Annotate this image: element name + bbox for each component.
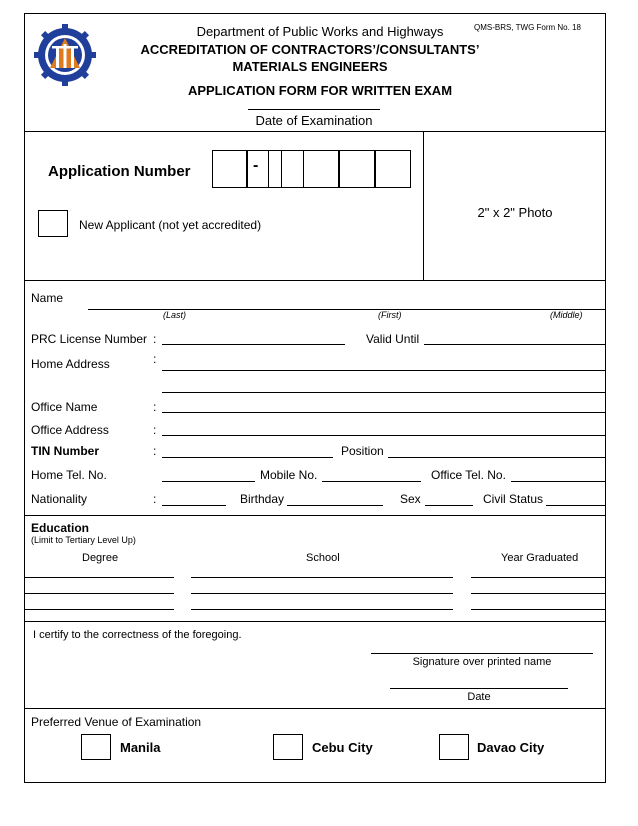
- education-hint: (Limit to Tertiary Level Up): [31, 535, 136, 545]
- home-tel-label: Home Tel. No.: [31, 468, 107, 482]
- school-field-1[interactable]: [191, 577, 453, 578]
- prc-license-field[interactable]: [162, 344, 345, 345]
- tin-number-label: TIN Number: [31, 444, 100, 458]
- app-number-box-1[interactable]: [212, 150, 248, 188]
- mobile-label: Mobile No.: [260, 468, 318, 482]
- col-school: School: [306, 552, 340, 564]
- school-field-3[interactable]: [191, 609, 453, 610]
- signature-date-label: Date: [467, 691, 491, 703]
- new-applicant-checkbox[interactable]: [38, 210, 68, 237]
- position-field[interactable]: [388, 457, 606, 458]
- venue-davao-checkbox[interactable]: [439, 734, 469, 760]
- signature-label: Signature over printed name: [412, 656, 552, 668]
- tin-number-field[interactable]: [162, 457, 333, 458]
- divider: [24, 515, 606, 516]
- exam-date-line[interactable]: [248, 109, 380, 110]
- civil-status-label: Civil Status: [483, 492, 544, 506]
- civil-status-field[interactable]: [546, 505, 606, 506]
- venue-label: Preferred Venue of Examination: [31, 715, 202, 729]
- office-tel-label: Office Tel. No.: [431, 468, 506, 482]
- office-address-label: Office Address: [31, 423, 109, 437]
- home-address-field-line1[interactable]: [162, 370, 606, 371]
- form-title-line2: MATERIALS ENGINEERS: [232, 59, 388, 74]
- prc-license-label: PRC License Number: [31, 332, 148, 346]
- home-address-field-line2[interactable]: [162, 392, 606, 393]
- divider: [24, 280, 606, 281]
- name-label: Name: [31, 291, 64, 305]
- colon: :: [153, 332, 157, 346]
- degree-field-1[interactable]: [24, 577, 174, 578]
- first-name-hint: (First): [378, 310, 402, 320]
- department-name: Department of Public Works and Highways: [196, 24, 444, 39]
- degree-field-3[interactable]: [24, 609, 174, 610]
- colon: :: [153, 400, 157, 414]
- last-name-hint: (Last): [163, 310, 187, 320]
- home-address-label: Home Address: [31, 357, 110, 371]
- new-applicant-label: New Applicant (not yet accredited): [79, 218, 262, 232]
- school-field-2[interactable]: [191, 593, 453, 594]
- signature-field[interactable]: [371, 653, 593, 654]
- colon: :: [153, 444, 157, 458]
- degree-field-2[interactable]: [24, 593, 174, 594]
- divider: [24, 708, 606, 709]
- col-degree: Degree: [82, 552, 119, 564]
- year-field-2[interactable]: [471, 593, 606, 594]
- app-number-dash: -: [253, 157, 259, 174]
- valid-until-field[interactable]: [424, 344, 606, 345]
- year-field-3[interactable]: [471, 609, 606, 610]
- nationality-label: Nationality: [31, 492, 88, 506]
- venue-manila-checkbox[interactable]: [81, 734, 111, 760]
- home-tel-field[interactable]: [162, 481, 255, 482]
- position-label: Position: [341, 444, 384, 458]
- office-address-field[interactable]: [162, 435, 606, 436]
- photo-placeholder[interactable]: 2" x 2" Photo: [477, 205, 553, 220]
- colon: :: [153, 423, 157, 437]
- exam-date-label: Date of Examination: [255, 113, 373, 128]
- divider: [24, 621, 606, 622]
- birthday-field[interactable]: [287, 505, 383, 506]
- colon: :: [153, 352, 157, 366]
- app-number-box-3[interactable]: [268, 150, 304, 188]
- year-field-1[interactable]: [471, 577, 606, 578]
- application-number-label: Application Number: [48, 163, 191, 180]
- valid-until-label: Valid Until: [366, 332, 420, 346]
- form-title-line1: ACCREDITATION OF CONTRACTORS’/CONSULTANTS’: [140, 42, 480, 57]
- app-number-box-4[interactable]: [303, 150, 339, 188]
- sex-field[interactable]: [425, 505, 473, 506]
- birthday-label: Birthday: [240, 492, 285, 506]
- venue-davao-label: Davao City: [477, 740, 545, 755]
- col-year-graduated: Year Graduated: [501, 552, 579, 564]
- office-name-field[interactable]: [162, 412, 606, 413]
- venue-manila-label: Manila: [120, 740, 161, 755]
- sex-label: Sex: [400, 492, 421, 506]
- certification-statement: I certify to the correctness of the foregoing.: [33, 629, 242, 641]
- venue-cebu-label: Cebu City: [312, 740, 373, 755]
- middle-name-hint: (Middle): [550, 310, 583, 320]
- venue-cebu-checkbox[interactable]: [273, 734, 303, 760]
- app-number-box-6[interactable]: [375, 150, 411, 188]
- app-number-box-5[interactable]: [339, 150, 375, 188]
- education-title: Education: [31, 521, 90, 535]
- nationality-field[interactable]: [162, 505, 226, 506]
- colon: :: [153, 492, 157, 506]
- form-subtitle: APPLICATION FORM FOR WRITTEN EXAM: [187, 83, 453, 98]
- mobile-field[interactable]: [322, 481, 421, 482]
- signature-date-field[interactable]: [390, 688, 568, 689]
- divider: [24, 131, 606, 132]
- form-code: QMS-BRS, TWG Form No. 18: [474, 23, 581, 32]
- dpwh-seal-logo: [34, 24, 96, 86]
- office-tel-field[interactable]: [511, 481, 606, 482]
- office-name-label: Office Name: [31, 400, 98, 414]
